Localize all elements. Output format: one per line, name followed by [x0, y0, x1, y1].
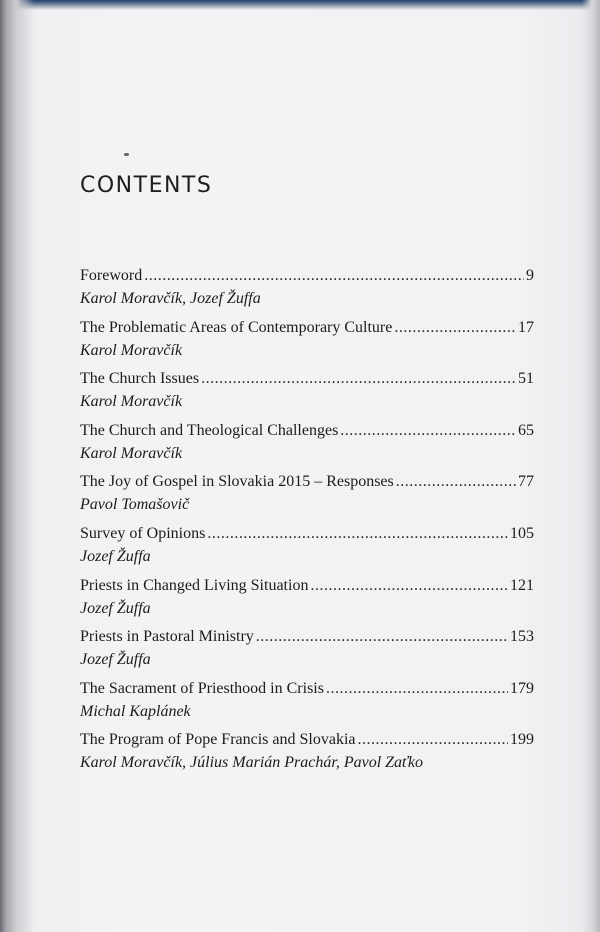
toc-title: The Problematic Areas of Contemporary Culture: [80, 318, 393, 336]
page-right-edge: [582, 0, 600, 932]
toc-line: [80, 263, 534, 289]
dot-leader: [207, 521, 508, 547]
toc-page-number: 77: [518, 473, 534, 491]
toc-entry-pope-francis: [80, 727, 534, 779]
toc-page-number: 199: [510, 731, 534, 749]
toc-page-number: 51: [518, 370, 534, 388]
toc-title: The Church Issues: [80, 370, 200, 388]
toc-title: Priests in Changed Living Situation: [80, 576, 309, 594]
toc-line: [80, 366, 534, 392]
toc-title: Foreword: [80, 267, 143, 284]
toc-page-number: 179: [510, 679, 534, 697]
toc-entry-theological-challenges: [80, 418, 534, 470]
toc-entry-changed-living-situation: [80, 573, 534, 625]
dot-leader: [394, 315, 516, 341]
toc-author: Michal Kaplánek: [80, 702, 191, 720]
toc-page-number: 121: [510, 576, 534, 594]
dot-leader: [326, 676, 508, 702]
dot-leader: [144, 263, 524, 289]
dot-leader: [310, 573, 508, 599]
contents-heading: CONTENTS: [80, 173, 213, 198]
toc-line: [80, 676, 534, 702]
toc-line: [80, 315, 534, 341]
toc-title: Priests in Pastoral Ministry: [80, 628, 254, 646]
toc-title: The Church and Theological Challenges: [80, 421, 339, 439]
toc-line: [80, 418, 534, 444]
toc-title: The Joy of Gospel in Slovakia 2015 – Responses: [80, 473, 394, 491]
toc-line: [80, 469, 534, 495]
toc-page-number: 105: [510, 524, 534, 542]
toc-entry-contemporary-culture: [80, 315, 534, 367]
toc-line: [80, 624, 534, 650]
toc-page-number: 65: [518, 421, 534, 439]
dot-leader: [340, 418, 516, 444]
toc-author: Karol Moravčík: [80, 444, 183, 462]
toc-author: Karol Moravčík: [80, 393, 183, 411]
toc-title: Survey of Opinions: [80, 524, 206, 542]
toc-page-number: 9: [526, 267, 534, 284]
toc-entry-joy-of-gospel: [80, 469, 534, 521]
toc-page-number: 17: [518, 318, 534, 336]
toc-page-number: 153: [510, 628, 534, 646]
spine-shadow: [0, 0, 34, 932]
ink-speck: [124, 153, 129, 156]
dot-leader: [256, 624, 508, 650]
dot-leader: [201, 366, 516, 392]
toc-author: Karol Moravčík: [80, 341, 183, 359]
toc-title: The Sacrament of Priesthood in Crisis: [80, 679, 324, 697]
toc-author: Jozef Žuffa: [80, 547, 151, 565]
toc-author: Karol Moravčík, Jozef Žuffa: [80, 290, 261, 307]
toc-entry-foreword: [80, 263, 534, 315]
toc-entry-priesthood-in-crisis: [80, 676, 534, 728]
toc-entry-church-issues: [80, 366, 534, 418]
page-top-edge: [0, 0, 600, 10]
toc-line: [80, 727, 534, 753]
toc-entry-pastoral-ministry: [80, 624, 534, 676]
toc-author: Pavol Tomašovič: [80, 496, 190, 514]
dot-leader: [396, 469, 516, 495]
toc-author: Jozef Žuffa: [80, 651, 151, 669]
table-of-contents: [80, 263, 534, 779]
toc-author: Jozef Žuffa: [80, 599, 151, 617]
toc-author: Karol Moravčík, Július Marián Prachár, Pavol Zaťko: [80, 754, 423, 772]
toc-entry-survey-of-opinions: [80, 521, 534, 573]
toc-title: The Program of Pope Francis and Slovakia: [80, 731, 356, 749]
dot-leader: [358, 727, 509, 753]
toc-line: [80, 573, 534, 599]
toc-line: [80, 521, 534, 547]
